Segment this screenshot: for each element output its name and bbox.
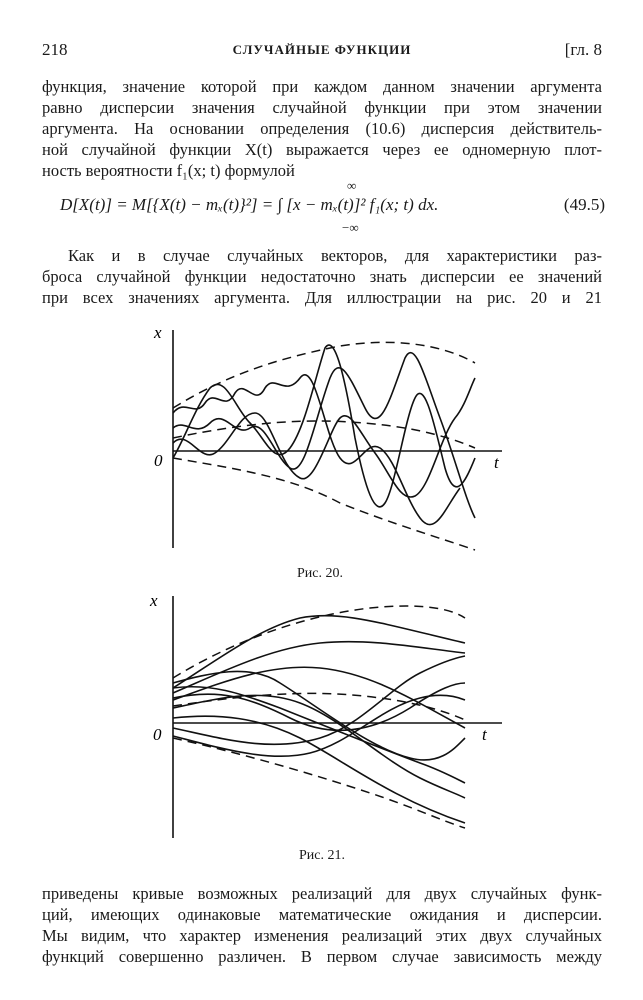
realization-curve [173,616,465,688]
realization-curve [173,353,475,518]
realization-curves [173,616,465,823]
paragraph-1 [42,76,602,181]
text-line: функций совершенно различен. В первом случае зависимость между [42,947,602,966]
text-line: функция, значение которой при каждом данном значении аргумента [42,77,602,96]
y-axis-label: x [154,323,162,342]
figure-20 [140,318,520,558]
formula-expression: D[X(t)] = M[{X(t) − mₓ(t)}²] = ∫ [x − mₓ(t)]² f₁(x; t) dx. [60,195,439,214]
realization-curve [173,345,475,507]
text-line: приведены кривые возможных реализаций для двух случайных функ- [42,884,602,903]
text-line: броса случайной функции недостаточно знать дисперсии ее значений [42,267,602,286]
x-axis-label: t [494,453,499,472]
chapter-title: СЛУЧАЙНЫЕ ФУНКЦИИ [232,42,412,57]
chapter-ref: [гл. 8 [564,40,602,59]
figure-21 [140,588,520,844]
integral-lower-limit: −∞ [342,220,359,235]
text-line: ций, имеющих одинаковые математические ожидания и дисперсии. [42,905,602,924]
origin-label: 0 [153,725,162,744]
figure-20-caption: Рис. 20. [297,566,343,581]
figure-21-caption: Рис. 21. [299,848,345,863]
origin-label: 0 [154,451,163,470]
realization-curve [173,375,460,525]
text-line: Как и в случае случайных векторов, для характеристики раз- [68,246,602,265]
envelope-curves [173,342,475,550]
lower-envelope [173,738,465,828]
formula-number: (49.5) [563,195,605,214]
text-line: при всех значениях аргумента. Для иллюстрации на рис. 20 и 21 [42,288,602,307]
x-axis-label: t [482,725,487,744]
text-line: аргумента. На основании определения (10.6) дисперсия действитель- [42,119,602,138]
text-line: Мы видим, что характер изменения реализаций этих двух случайных [42,926,602,945]
paragraph-2 [42,245,602,308]
text-line: ность вероятности f₁(x; t) формулой [42,161,295,180]
running-header [42,40,602,64]
mean-curve [173,421,475,448]
integral-upper-limit: ∞ [347,178,357,193]
page-number: 218 [42,40,68,59]
realization-curves [173,345,475,525]
formula-49-5 [60,178,605,238]
paragraph-3 [42,883,602,967]
text-line: ной случайной функции X(t) выражается через ее одномерную плот- [42,140,602,159]
y-axis-label: x [150,591,158,610]
lower-envelope [173,458,475,550]
realization-curve [173,716,465,823]
text-line: равно дисперсии значения случайной функции при этом значении [42,98,602,117]
